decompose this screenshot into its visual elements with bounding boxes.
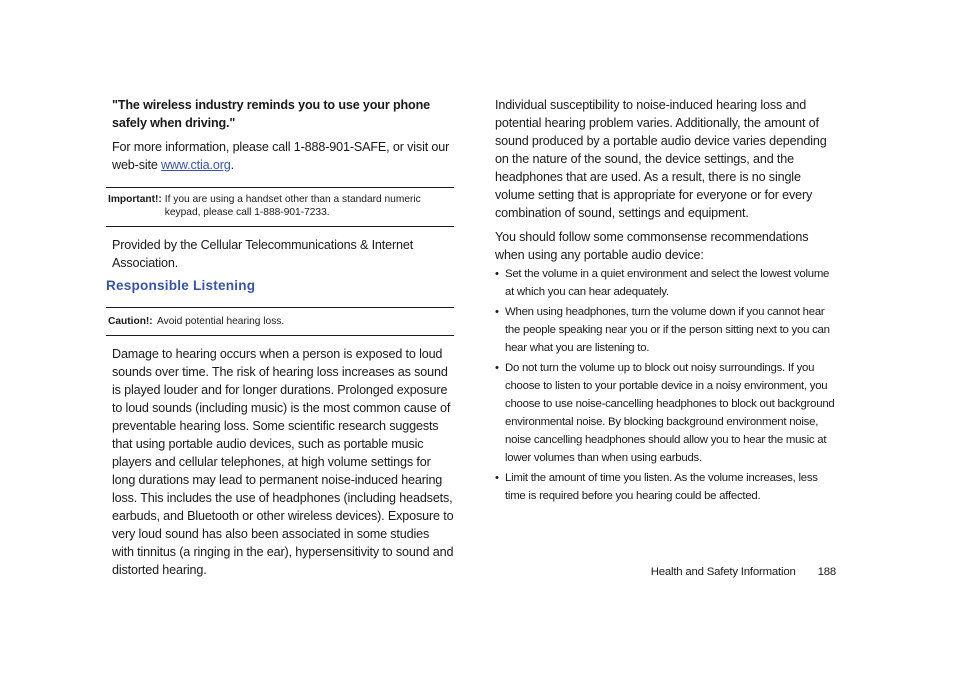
- list-item-text: When using headphones, turn the volume down if you cannot hear the people speaking near you or if the person sitting next to you can hear what you are listening to.: [505, 306, 830, 354]
- right-column: [495, 96, 840, 507]
- left-column: [106, 96, 454, 579]
- follow-paragraph: You should follow some commonsense recommendations when using any portable audio device:: [495, 230, 809, 262]
- list-item: [495, 359, 840, 467]
- damage-paragraph: Damage to hearing occurs when a person is exposed to loud sounds over time. The risk of hearing loss increases as sound is played louder and for longer durations. Prolonged exposure to loud sounds (including music) is the most common cause of preventable hearing loss. Some scientific research suggests that using portable audio devices, such as portable music players and cellular telephones, at high volume settings for long durations may lead to permanent noise-induced hearing loss. This includes the use of headphones (including headsets, earbuds, and Bluetooth or other wireless devices). Exposure to very loud sound has also been associated in some studies with tinnitus (a ringing in the ear), hypersensitivity to sound and distorted hearing.: [112, 347, 454, 577]
- caution-note: [106, 307, 454, 336]
- list-item-text: Limit the amount of time you listen. As the volume increases, less time is required before you hearing could be affected.: [505, 472, 818, 502]
- driving-quote: "The wireless industry reminds you to use your phone safely when driving.": [112, 98, 430, 130]
- ctia-link[interactable]: www.ctia.org: [161, 158, 231, 172]
- caution-label: Caution!:: [108, 316, 153, 327]
- provided-by-paragraph: Provided by the Cellular Telecommunications & Internet Association.: [112, 238, 414, 270]
- list-item: [495, 469, 840, 505]
- bullet-icon: •: [495, 268, 499, 280]
- list-item-text: Set the volume in a quiet environment and select the lowest volume at which you can hear adequately.: [505, 268, 830, 298]
- bullet-icon: •: [495, 472, 499, 484]
- info-end: .: [230, 158, 234, 172]
- bullet-icon: •: [495, 306, 499, 318]
- page-number: 188: [817, 566, 836, 578]
- list-item: [495, 265, 840, 301]
- recommendation-list: [495, 265, 840, 505]
- section-heading: Responsible Listening: [106, 278, 256, 293]
- list-item-text: Do not turn the volume up to block out noisy surroundings. If you choose to listen to your portable device in a noisy environment, you choose to use noise-cancelling headphones to block out background environmental noise. By blocking background environment noise, noise cancelling headphones should allow you to hear the music at lower volumes than when using earbuds.: [505, 362, 835, 464]
- bullet-icon: •: [495, 362, 499, 374]
- susceptibility-paragraph: Individual susceptibility to noise-induced hearing loss and potential hearing problem varies. Additionally, the amount of sound produced by a portable audio device varies depending on the nature of the sound, the device settings, and the headphones that are used. As a result, there is no single volume setting that is appropriate for everyone or for every combination of sound, settings and equipment.: [495, 98, 827, 220]
- more-info-paragraph: [106, 138, 454, 174]
- important-label: Important!:: [108, 194, 162, 205]
- important-note: [106, 187, 454, 227]
- important-text: If you are using a handset other than a standard numeric keypad, please call 1-888-901-7233.: [164, 194, 421, 218]
- caution-text: Avoid potential hearing loss.: [156, 316, 285, 327]
- list-item: [495, 303, 840, 357]
- page-footer: [651, 564, 836, 580]
- footer-section-title: Health and Safety Information: [650, 566, 796, 578]
- info-text: For more information, please call 1-888-901-SAFE, or visit our web-site: [112, 140, 450, 172]
